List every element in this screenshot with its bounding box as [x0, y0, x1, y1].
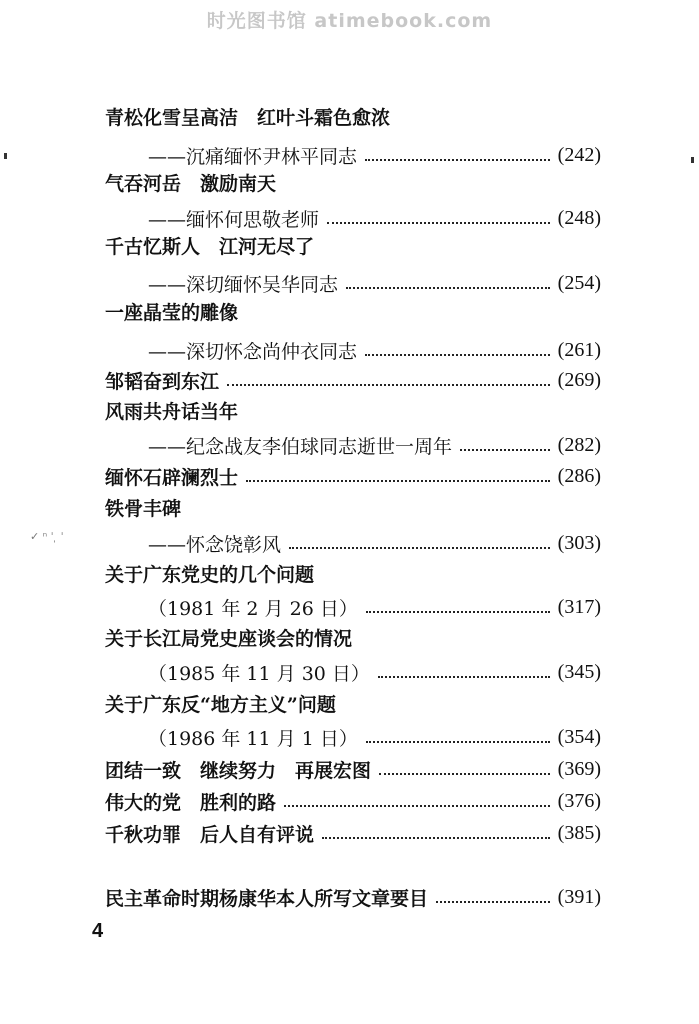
entry-title: 民主革命时期杨康华本人所写文章要目 — [105, 887, 429, 910]
dot-leader — [327, 221, 550, 224]
entry-title: 铁骨丰碑 — [105, 497, 182, 520]
entry-title: ——纪念战友李伯球同志逝世一周年 — [148, 435, 453, 458]
dot-leader — [346, 286, 550, 289]
toc-entry — [148, 657, 601, 687]
entry-title: 气吞河岳 激励南天 — [105, 172, 277, 195]
toc-entry — [105, 101, 601, 131]
entry-title: 团结一致 继续努力 再展宏图 — [105, 759, 372, 782]
dot-leader — [365, 353, 550, 356]
entry-page: (391) — [557, 885, 601, 908]
dot-leader — [378, 675, 550, 678]
entry-page: (303) — [557, 531, 601, 554]
entry-title: （1985 年 11 月 30 日） — [148, 662, 370, 685]
toc-entry — [148, 335, 601, 365]
toc-entry — [148, 268, 601, 298]
entry-page: (369) — [557, 757, 601, 780]
entry-title: 青松化雪呈高洁 红叶斗霜色愈浓 — [105, 106, 391, 129]
entry-page: (254) — [557, 271, 601, 294]
dot-leader — [365, 158, 550, 161]
entry-title: 关于广东党史的几个问题 — [105, 563, 315, 586]
entry-page: (354) — [557, 725, 601, 748]
dot-leader — [284, 804, 550, 807]
toc-entry — [105, 882, 601, 912]
entry-title: ——深切缅怀吴华同志 — [148, 273, 339, 296]
toc-entry — [105, 754, 601, 784]
toc-entry — [105, 461, 601, 491]
toc-entry — [105, 395, 601, 425]
toc-entry — [148, 722, 601, 752]
entry-title: （1986 年 11 月 1 日） — [148, 727, 358, 750]
scan-mark — [691, 157, 694, 163]
entry-title: （1981 年 2 月 26 日） — [148, 597, 358, 620]
toc-entry — [148, 528, 601, 558]
entry-title: 邹韬奋到东江 — [105, 370, 220, 393]
entry-page: (376) — [557, 789, 601, 812]
entry-page: (317) — [557, 595, 601, 618]
entry-page: (248) — [557, 206, 601, 229]
dot-leader — [436, 900, 550, 903]
entry-title: 风雨共舟话当年 — [105, 400, 239, 423]
toc-entry — [105, 167, 601, 197]
toc-entry — [148, 203, 601, 233]
toc-entry — [105, 688, 601, 718]
entry-page: (286) — [557, 464, 601, 487]
dot-leader — [379, 772, 550, 775]
entry-title: ——缅怀何思敬老师 — [148, 208, 320, 231]
dot-leader — [366, 740, 550, 743]
toc-entry — [105, 230, 601, 260]
entry-title: 千古忆斯人 江河无尽了 — [105, 235, 315, 258]
entry-title: ——深切怀念尚仲衣同志 — [148, 340, 358, 363]
scan-mark — [4, 153, 7, 159]
entry-title: 伟大的党 胜利的路 — [105, 791, 277, 814]
dot-leader — [246, 479, 550, 482]
entry-title: 千秋功罪 后人自有评说 — [105, 823, 315, 846]
dot-leader — [460, 448, 550, 451]
toc-entry — [148, 140, 601, 170]
entry-title: ——沉痛缅怀尹林平同志 — [148, 145, 358, 168]
entry-title: 关于广东反“地方主义”问题 — [105, 693, 336, 716]
toc-entry — [105, 622, 601, 652]
entry-page: (345) — [557, 660, 601, 683]
dot-leader — [289, 546, 550, 549]
watermark: 时光图书馆 atimebook.com — [206, 10, 493, 32]
entry-title: 关于长江局党史座谈会的情况 — [105, 627, 353, 650]
dot-leader — [322, 836, 550, 839]
entry-page: (261) — [557, 338, 601, 361]
scan-scribble: ✓ ⁿ ˈ ̩ ˈ — [30, 530, 64, 543]
entry-title: 一座晶莹的雕像 — [105, 301, 239, 324]
page-number: 4 — [92, 920, 104, 942]
entry-page: (385) — [557, 821, 601, 844]
toc-entry — [105, 492, 601, 522]
dot-leader — [227, 383, 550, 386]
entry-title: ——怀念饶彰风 — [148, 533, 282, 556]
dot-leader — [366, 610, 550, 613]
entry-page: (269) — [557, 368, 601, 391]
toc-entry — [148, 592, 601, 622]
entry-title: 缅怀石辟澜烈士 — [105, 466, 239, 489]
toc-entry — [105, 818, 601, 848]
toc-entry — [105, 296, 601, 326]
entry-page: (242) — [557, 143, 601, 166]
toc-entry — [105, 558, 601, 588]
toc-entry — [105, 365, 601, 395]
toc-entry — [105, 786, 601, 816]
entry-page: (282) — [557, 433, 601, 456]
toc-entry — [148, 430, 601, 460]
